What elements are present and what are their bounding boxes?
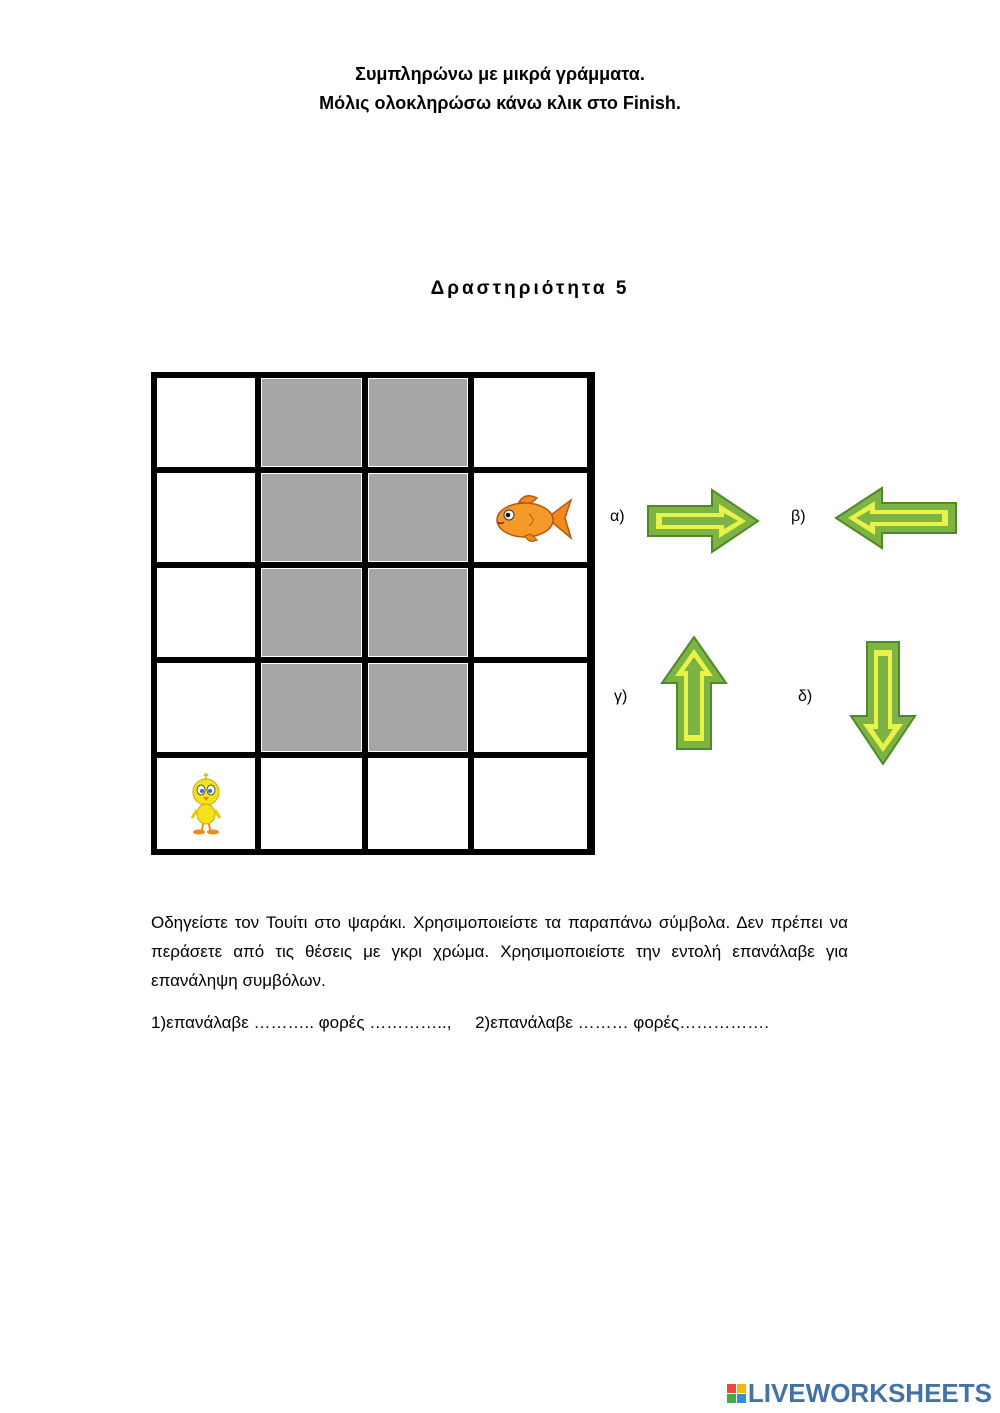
arrow-label-a: α) xyxy=(610,508,625,525)
grid-cell xyxy=(157,568,255,657)
watermark-text: LIVEWORKSHEETS xyxy=(747,1377,992,1408)
grid-cell-blocked xyxy=(261,663,362,752)
grid-cell xyxy=(474,568,587,657)
header-line-1: Συμπληρώνω με μικρά γράμματα. xyxy=(355,64,645,84)
grid-cell xyxy=(474,663,587,752)
left-arrow-icon[interactable] xyxy=(834,486,958,550)
grid-cell-blocked xyxy=(368,663,468,752)
tweety-bird-icon xyxy=(186,772,226,836)
arrow-label-c: γ) xyxy=(614,688,628,705)
liveworksheets-watermark xyxy=(727,1378,992,1408)
grid-cell xyxy=(474,758,587,849)
arrow-label-b: β) xyxy=(791,508,806,525)
grid-cell-blocked xyxy=(368,473,468,562)
liveworksheets-logo-icon xyxy=(727,1384,746,1403)
down-arrow-icon[interactable] xyxy=(849,640,917,766)
answer-line: 1)επανάλαβε ……….. φορές ………….., 2)επανάλαβε ……… φορές……………. xyxy=(151,1013,769,1032)
instructions-text: Οδηγείστε τον Τουίτι στο ψαράκι. Χρησιμοποιείστε τα παραπάνω σύμβολα. Δεν πρέπει να περάσετε από τις θέσεις με γκρι χρώμα. Χρησιμοποιείστε την εντολή επανάλαβε για επανάληψη συμβόλων. xyxy=(151,913,848,990)
activity-title: Δραστηριότητα 5 xyxy=(430,278,630,299)
grid-cell-blocked xyxy=(261,473,362,562)
header-line-2: Μόλις ολοκληρώσω κάνω κλικ στο Finish. xyxy=(319,93,681,113)
grid-cell xyxy=(157,378,255,467)
grid-cell-blocked xyxy=(368,568,468,657)
arrow-label-d: δ) xyxy=(798,688,813,705)
maze-grid xyxy=(151,372,595,855)
up-arrow-icon[interactable] xyxy=(660,635,728,751)
grid-cell xyxy=(157,473,255,562)
page-header xyxy=(0,60,1000,118)
grid-cell xyxy=(474,378,587,467)
grid-cell xyxy=(368,758,468,849)
goldfish-icon xyxy=(489,492,573,544)
grid-cell-blocked xyxy=(368,378,468,467)
grid-cell-blocked xyxy=(261,378,362,467)
grid-cell xyxy=(474,473,587,562)
grid-cell xyxy=(261,758,362,849)
grid-cell-blocked xyxy=(261,568,362,657)
grid-cell xyxy=(157,758,255,849)
right-arrow-icon[interactable] xyxy=(646,488,760,554)
grid-cell xyxy=(157,663,255,752)
